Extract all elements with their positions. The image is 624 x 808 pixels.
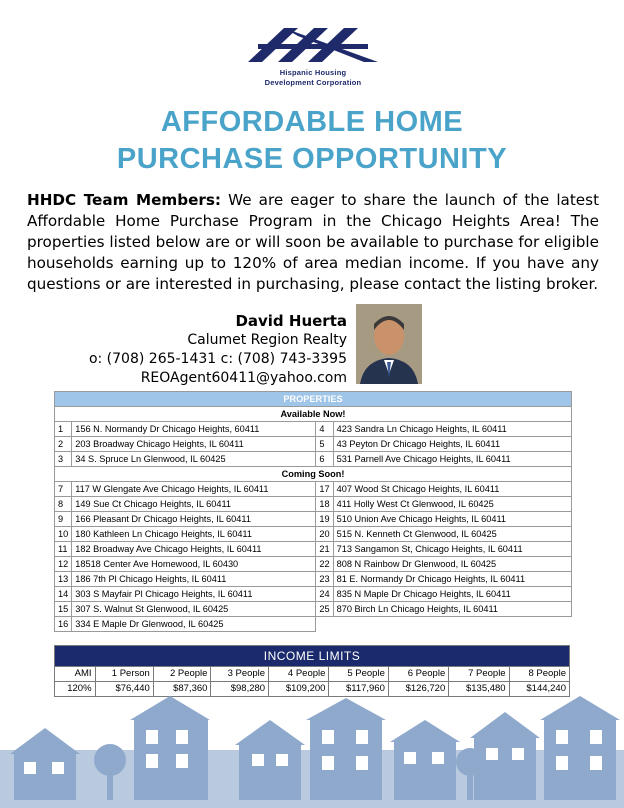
income-column-header: 1 Person <box>95 667 153 682</box>
property-address: 713 Sangamon St, Chicago Heights, IL 60411 <box>333 542 571 557</box>
property-number: 9 <box>55 512 72 527</box>
property-address: 180 Kathleen Ln Chicago Heights, IL 60411 <box>72 527 316 542</box>
intro-lead: HHDC Team Members: <box>27 191 221 209</box>
property-number: 19 <box>316 512 333 527</box>
property-number: 11 <box>55 542 72 557</box>
property-address: 307 S. Walnut St Glenwood, IL 60425 <box>72 602 316 617</box>
property-number: 6 <box>316 452 333 467</box>
table-row <box>55 542 572 557</box>
income-value: $144,240 <box>509 682 569 697</box>
table-row <box>55 527 572 542</box>
table-row <box>55 452 572 467</box>
property-address: 510 Union Ave Chicago Heights, IL 60411 <box>333 512 571 527</box>
property-number: 2 <box>55 437 72 452</box>
properties-header: PROPERTIES <box>55 392 572 407</box>
property-address: 203 Broadway Chicago Heights, IL 60411 <box>72 437 316 452</box>
property-number: 23 <box>316 572 333 587</box>
property-address: 303 S Mayfair Pl Chicago Heights, IL 60411 <box>72 587 316 602</box>
property-address: 870 Birch Ln Chicago Heights, IL 60411 <box>333 602 571 617</box>
table-row <box>55 602 572 617</box>
property-number: 17 <box>316 482 333 497</box>
contact-phones: o: (708) 265-1431 c: (708) 743-3395 <box>88 351 347 367</box>
logo-roof-icon <box>248 22 378 64</box>
property-number: 10 <box>55 527 72 542</box>
property-address: 18518 Center Ave Homewood, IL 60430 <box>72 557 316 572</box>
contact-email[interactable]: REOAgent60411@yahoo.com <box>140 370 347 386</box>
coming-soon-label: Coming Soon! <box>55 467 572 482</box>
property-address: 81 E. Normandy Dr Chicago Heights, IL 60411 <box>333 572 571 587</box>
income-value: 120% <box>55 682 96 697</box>
property-number: 16 <box>55 617 72 632</box>
income-column-header: 4 People <box>269 667 329 682</box>
available-label: Available Now! <box>55 407 572 422</box>
property-address: 166 Pleasant Dr Chicago Heights, IL 60411 <box>72 512 316 527</box>
table-row <box>55 422 572 437</box>
table-row <box>55 587 572 602</box>
property-address: 43 Peyton Dr Chicago Heights, IL 60411 <box>333 437 571 452</box>
property-number: 25 <box>316 602 333 617</box>
property-address: 411 Holly West Ct Glenwood, IL 60425 <box>333 497 571 512</box>
intro-body: We are eager to share the launch of the latest Affordable Home Purchase Program in the Chicago Heights Area! The properties listed below are or will soon be available to purchase for eligible households earning up to 120% of area median income. If you have any questions or are interested in purchasing, please contact the listing broker. <box>27 191 600 293</box>
property-address: 117 W Glengate Ave Chicago Heights, IL 60411 <box>72 482 316 497</box>
income-value: $76,440 <box>95 682 153 697</box>
property-number: 8 <box>55 497 72 512</box>
property-address: 186 7th Pl Chicago Heights, IL 60411 <box>72 572 316 587</box>
table-row <box>55 512 572 527</box>
income-column-header: 2 People <box>153 667 211 682</box>
table-row <box>55 617 572 632</box>
houses-illustration-icon <box>0 690 624 808</box>
income-column-header: 6 People <box>388 667 448 682</box>
income-value: $117,960 <box>329 682 388 697</box>
property-number: 18 <box>316 497 333 512</box>
properties-table <box>54 391 572 632</box>
property-number: 1 <box>55 422 72 437</box>
property-number: 20 <box>316 527 333 542</box>
property-number: 22 <box>316 557 333 572</box>
property-number: 4 <box>316 422 333 437</box>
income-value: $135,480 <box>449 682 509 697</box>
income-column-header: 3 People <box>211 667 269 682</box>
property-address: 515 N. Kenneth Ct Glenwood, IL 60425 <box>333 527 571 542</box>
logo-text-line2: Development Corporation <box>264 78 362 87</box>
hhdc-logo <box>238 22 388 90</box>
income-value: $109,200 <box>269 682 329 697</box>
income-header: INCOME LIMITS <box>55 646 570 667</box>
contact-company: Calumet Region Realty <box>187 332 347 348</box>
property-number: 13 <box>55 572 72 587</box>
income-column-header: 7 People <box>449 667 509 682</box>
property-number: 7 <box>55 482 72 497</box>
table-row <box>55 572 572 587</box>
property-address: 34 S. Spruce Ln Glenwood, IL 60425 <box>72 452 316 467</box>
empty-cell <box>316 617 572 632</box>
title-line1: AFFORDABLE HOME <box>160 106 464 138</box>
title-line2: PURCHASE OPPORTUNITY <box>116 143 508 175</box>
property-address: 182 Broadway Ave Chicago Heights, IL 60411 <box>72 542 316 557</box>
intro-paragraph <box>27 190 599 295</box>
income-column-header: AMI <box>55 667 96 682</box>
property-address: 334 E Maple Dr Glenwood, IL 60425 <box>72 617 316 632</box>
income-value: $87,360 <box>153 682 211 697</box>
property-address: 407 Wood St Chicago Heights, IL 60411 <box>333 482 571 497</box>
logo-text-line1: Hispanic Housing <box>279 68 347 77</box>
contact-name: David Huerta <box>235 312 347 330</box>
income-value: $126,720 <box>388 682 448 697</box>
property-address: 835 N Maple Dr Chicago Heights, IL 60411 <box>333 587 571 602</box>
table-row <box>55 497 572 512</box>
property-number: 14 <box>55 587 72 602</box>
income-column-header: 8 People <box>509 667 569 682</box>
table-row <box>55 557 572 572</box>
contact-block <box>89 312 347 388</box>
income-columns-row <box>55 667 570 682</box>
property-number: 15 <box>55 602 72 617</box>
property-number: 3 <box>55 452 72 467</box>
property-address: 149 Sue Ct Chicago Heights, IL 60411 <box>72 497 316 512</box>
property-address: 531 Parnell Ave Chicago Heights, IL 60411 <box>333 452 571 467</box>
property-number: 5 <box>316 437 333 452</box>
income-column-header: 5 People <box>329 667 388 682</box>
property-address: 423 Sandra Ln Chicago Heights, IL 60411 <box>333 422 571 437</box>
property-number: 21 <box>316 542 333 557</box>
agent-photo <box>356 304 422 384</box>
property-number: 12 <box>55 557 72 572</box>
table-row <box>55 437 572 452</box>
table-row <box>55 482 572 497</box>
property-address: 156 N. Normandy Dr Chicago Heights, 60411 <box>72 422 316 437</box>
property-number: 24 <box>316 587 333 602</box>
property-address: 808 N Rainbow Dr Glenwood, IL 60425 <box>333 557 571 572</box>
income-value: $98,280 <box>211 682 269 697</box>
